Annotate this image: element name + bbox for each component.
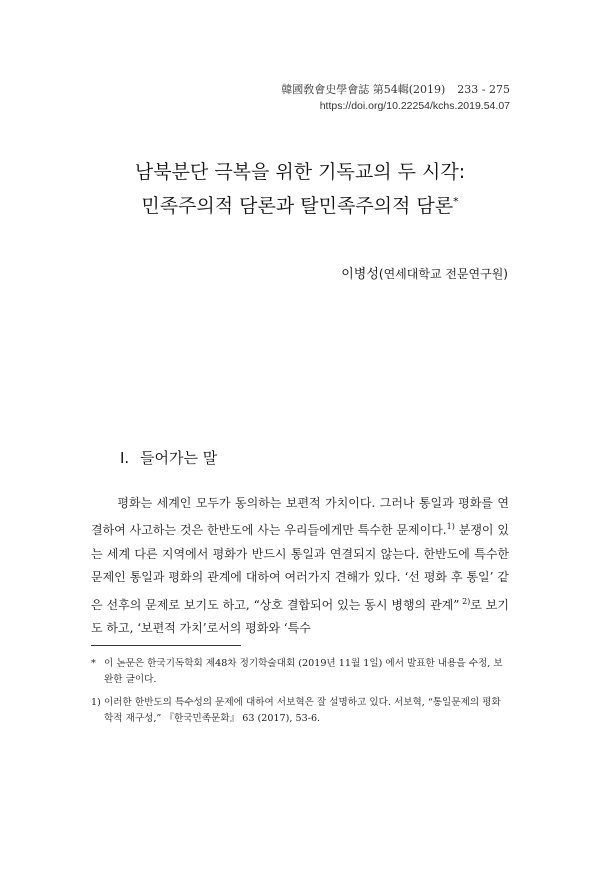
paragraph-text: 로 보기도 하고, ‘보편적 가치’로서의 평화와 ‘특수 (91, 597, 509, 636)
author-name: 이병성 (341, 267, 379, 282)
paragraph (91, 492, 509, 640)
paragraph-text: 분쟁이 있는 세계 다른 지역에서 평화가 반드시 통일과 연결되지 않는다. 한반도에 특수한 문제인 통일과 평화의 관계에 대하여 여러가지 견해가 있다. ‘선 평화 후 통일’ 같은 선후의 문제로 보기도 하고, “상호 결합되어 있는 동시 병행의 관계” (91, 523, 509, 612)
footnote-ref-2[interactable]: 2) (459, 596, 471, 606)
footnote-text: 이 논문은 한국기독학회 제48차 정기학술대회 (2019년 11월 1일) 에서 발표한 내용을 수정, 보완한 글이다. (104, 658, 503, 685)
page-range: 233 - 275 (457, 83, 510, 96)
running-header (281, 82, 510, 114)
footnote-ref-1[interactable]: 1) (446, 522, 455, 532)
title-line-1: 남북분단 극복을 위한 기독교의 두 시각: (134, 161, 466, 183)
footnote-divider (91, 645, 241, 646)
journal-citation: 韓國敎會史學會誌 第54輯(2019) (281, 83, 446, 96)
author-affiliation: (연세대학교 전문연구원) (378, 267, 508, 281)
section-title: 들어가는 말 (139, 449, 218, 467)
body-text (91, 492, 509, 640)
section-heading (120, 447, 217, 468)
footnote (91, 695, 509, 726)
paragraph-text: 평화는 세계인 모두가 동의하는 보편적 가치이다. 그러나 통일과 평화를 연결하여 사고하는 것은 한반도에 사는 우리들에게만 특수한 문제이다. (91, 496, 509, 538)
author-line (341, 263, 508, 282)
footnote-mark: * (91, 658, 96, 669)
footnotes (91, 656, 509, 734)
title-footnote-mark[interactable]: * (453, 195, 459, 208)
footnote (91, 656, 509, 687)
article-title (60, 158, 540, 221)
section-number: I. (120, 449, 130, 467)
title-line-2: 민족주의적 담론과 탈민족주의적 담론 (141, 195, 454, 217)
doi-link[interactable]: https://doi.org/10.22254/kchs.2019.54.07 (319, 100, 510, 112)
footnote-text: 이러한 한반도의 특수성의 문제에 대하여 서보혁은 잘 설명하고 있다. 서보혁, “통일문제의 평화학적 재구성,” 『한국민족문화』 63 (2017), 53-6. (104, 697, 501, 724)
footnote-mark: 1) (91, 697, 101, 708)
